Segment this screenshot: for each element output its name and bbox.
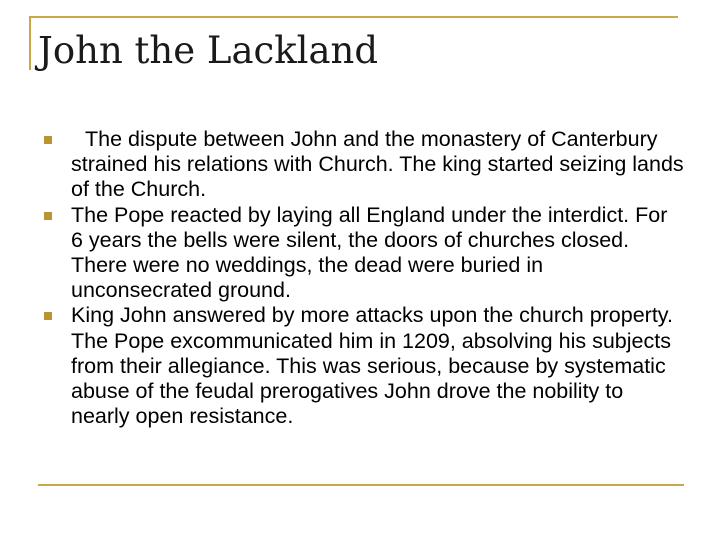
square-bullet-icon (44, 312, 52, 320)
slide-title: John the Lackland (38, 29, 379, 72)
square-bullet-icon (44, 136, 52, 144)
bullet-item (44, 303, 684, 429)
left-border-line (29, 16, 31, 70)
square-bullet-icon (44, 212, 52, 220)
bullet-item (44, 127, 684, 203)
bullet-item (44, 203, 684, 304)
bullet-list (44, 127, 684, 429)
bullet-text: King John answered by more attacks upon the church property. The Pope excommunicated him in 1209, absolving his subjects from their allegiance. This was serious, because by systematic abuse of the feudal prerogatives John drove the nobility to nearly open resistance. (71, 303, 673, 429)
top-border-line (30, 16, 678, 18)
bottom-border-line (38, 484, 684, 486)
bullet-text: The dispute between John and the monastery of Canterbury strained his relations with Church. The king started seizing lands of the Church. (71, 127, 684, 202)
bullet-text: The Pope reacted by laying all England under the interdict. For 6 years the bells were silent, the doors of churches closed. There were no weddings, the dead were buried in unconsecrated ground. (71, 202, 668, 303)
